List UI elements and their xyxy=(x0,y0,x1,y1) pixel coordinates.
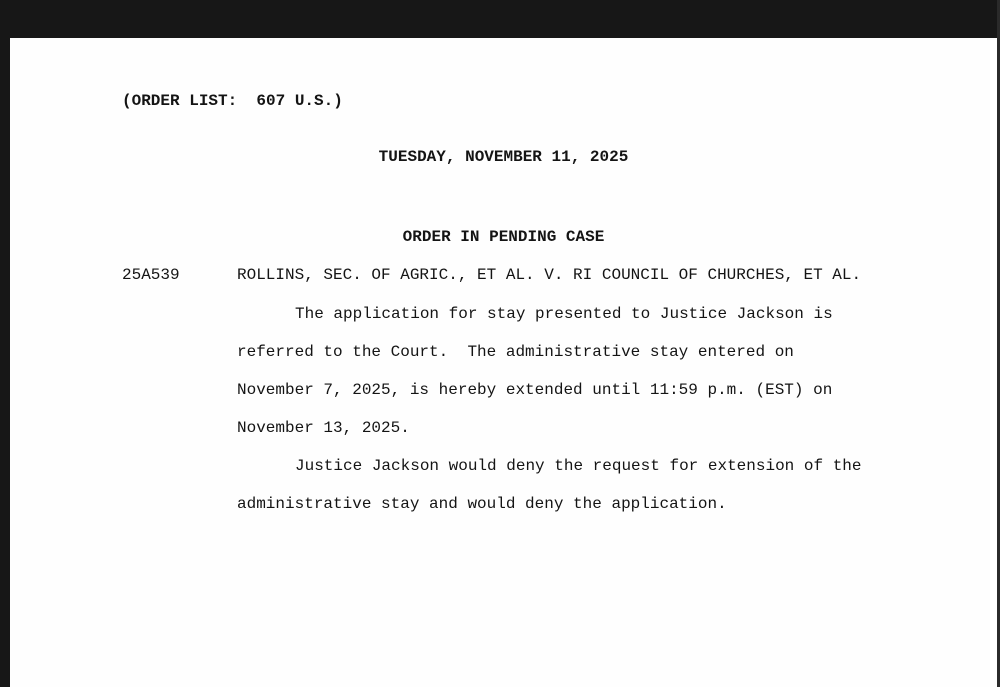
case-title: ROLLINS, SEC. OF AGRIC., ET AL. V. RI COUNCIL OF CHURCHES, ET AL. xyxy=(237,266,862,284)
document-page xyxy=(10,38,997,687)
order-text-line: The application for stay presented to Justice Jackson is xyxy=(295,305,833,323)
case-number: 25A539 xyxy=(122,266,180,284)
window-frame-top xyxy=(0,0,1000,38)
order-list-caption: (ORDER LIST: 607 U.S.) xyxy=(122,92,343,110)
date-heading: TUESDAY, NOVEMBER 11, 2025 xyxy=(378,148,629,166)
order-text-line: referred to the Court. The administrative stay entered on xyxy=(237,343,794,361)
section-heading: ORDER IN PENDING CASE xyxy=(402,228,605,246)
window-frame-left xyxy=(0,0,10,687)
order-text-line: November 13, 2025. xyxy=(237,419,410,437)
order-body-text xyxy=(237,295,917,523)
order-text-line: administrative stay and would deny the application. xyxy=(237,495,727,513)
order-text-line: November 7, 2025, is hereby extended until 11:59 p.m. (EST) on xyxy=(237,381,833,399)
order-text-line: Justice Jackson would deny the request for extension of the xyxy=(295,457,862,475)
